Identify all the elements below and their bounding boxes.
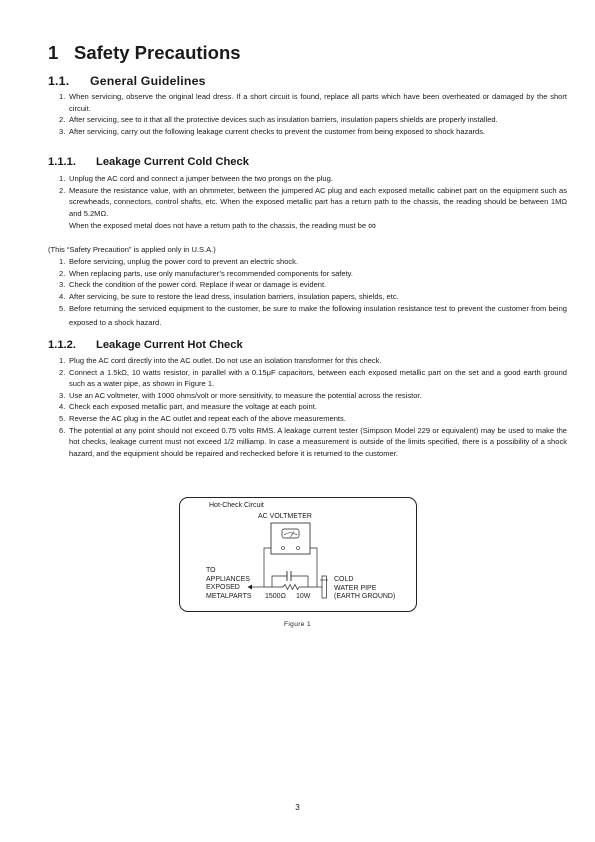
figure-caption: Figure 1 (283, 621, 312, 628)
hot-check-title: Leakage Current Hot Check (96, 339, 243, 351)
list-item: 1. Unplug the AC cord and connect a jumper between the two prongs on the plug. (59, 174, 333, 183)
list-item: 1. When servicing, observe the original lead dress. If a short circuit is found, replace all parts which have been overheated or damaged by the short circuit. (59, 92, 567, 113)
resistor-value-label: 1500Ω (265, 593, 286, 600)
list-item: 5. Before returning the serviced equipment to the customer, be sure to make the following insulation resistance test to prevent the customer from being exposed to a shock hazard. (59, 304, 567, 327)
list-item: 1. Before servicing, unplug the power cord to prevent an electric shock. (59, 257, 299, 266)
cold-check-list (59, 173, 567, 219)
cold-check-title: Leakage Current Cold Check (96, 156, 249, 168)
list-item: 2. Measure the resistance value, with an ohmmeter, between the jumpered AC plug and each exposed metallic cabinet part on the equipment such as screwheads, connectors, control shafts, etc. When the exposed metallic part has a return path to the chassis, the reading should be between 1MΩ and 5.2MΩ. (59, 185, 567, 218)
hot-check-heading (48, 339, 243, 351)
meter-terminal-right (297, 547, 300, 550)
general-guidelines-list (59, 91, 567, 137)
meter-terminal-left (282, 547, 285, 550)
resistor-symbol (283, 585, 299, 590)
list-item: 4. After servicing, be sure to restore the lead dress, insulation barriers, insulation papers, shields, etc. (59, 291, 399, 301)
voltmeter-box (271, 523, 310, 554)
cold-check-number: 1.1.1. (48, 156, 76, 168)
list-item: 3. Check the condition of the power cord. Replace if wear or damage is evident. (59, 280, 327, 290)
subsection-heading (48, 74, 206, 88)
capacitor-lead-right (291, 576, 308, 587)
voltmeter-label: AC VOLTMETER (258, 513, 312, 520)
list-item: 5. Reverse the AC plug in the AC outlet and repeat each of the above measurements. (59, 413, 346, 423)
list-item: 3. Use an AC voltmeter, with 1000 ohms/volt or more sensitivity, to measure the potential across the resistor. (59, 390, 422, 400)
subsection-title: General Guidelines (90, 74, 206, 88)
section-title: Safety Precautions (74, 42, 241, 63)
hot-check-list (59, 355, 567, 459)
figure-title: Hot-Check Circuit (209, 502, 264, 509)
meter-lead-right (310, 548, 317, 587)
subsection-number: 1.1. (48, 74, 70, 88)
cold-check-heading (48, 156, 249, 168)
hot-check-number: 1.1.2. (48, 339, 76, 351)
page-number: 3 (295, 803, 300, 812)
list-item: 2. Connect a 1.5kΩ, 10 watts resistor, in parallel with a 0.15μF capacitors, between each exposed metallic part on the set and a good earth ground such as a water pipe, as shown in Figure 1. (59, 367, 567, 389)
wattage-label: 10W (296, 593, 311, 600)
usa-precautions-list (59, 256, 567, 329)
section-heading (48, 42, 241, 64)
hot-check-circuit-figure (179, 497, 417, 612)
list-item: 2. When replacing parts, use only manufacturer’s recommended components for safety. (59, 268, 353, 278)
infinity-symbol: ∞ (368, 220, 376, 232)
appliance-label: TO APPLIANCES EXPOSED METALPARTS (206, 567, 252, 600)
list-item: 6. The potential at any point should not exceed 0.75 volts RMS. A leakage current tester (Simpson Model 229 or equivalent) may be used to make the hot checks, leakage current must not exceed 1/2 milliamp. In case a measurement is outside of the limits specified, there is a possibility of a shock hazard, and the equipment should be repaired and rechecked before it is returned to the customer. (59, 425, 567, 458)
list-item: 3. After servicing, carry out the following leakage current checks to prevent the customer from being exposed to shock hazards. (59, 126, 486, 136)
water-pipe-symbol (322, 576, 327, 598)
section-number: 1 (48, 42, 59, 63)
list-item: 4. Check each exposed metallic part, and measure the voltage at each point. (59, 402, 317, 412)
list-item: 1. Plug the AC cord directly into the AC outlet. Do not use an isolation transformer for this check. (59, 356, 382, 365)
usa-note: (This “Safety Precaution” is applied only in U.S.A.) (48, 245, 216, 254)
ground-label: COLD WATER PIPE (EARTH GROUND) (334, 576, 396, 601)
list-item: 2. After servicing, see to it that all the protective devices such as insulation barriers, insulation papers shields are properly installed. (59, 115, 498, 125)
cold-check-note: When the exposed metal does not have a return path to the chassis, the reading must be ∞ (69, 220, 376, 232)
meter-lead-left (264, 548, 271, 587)
